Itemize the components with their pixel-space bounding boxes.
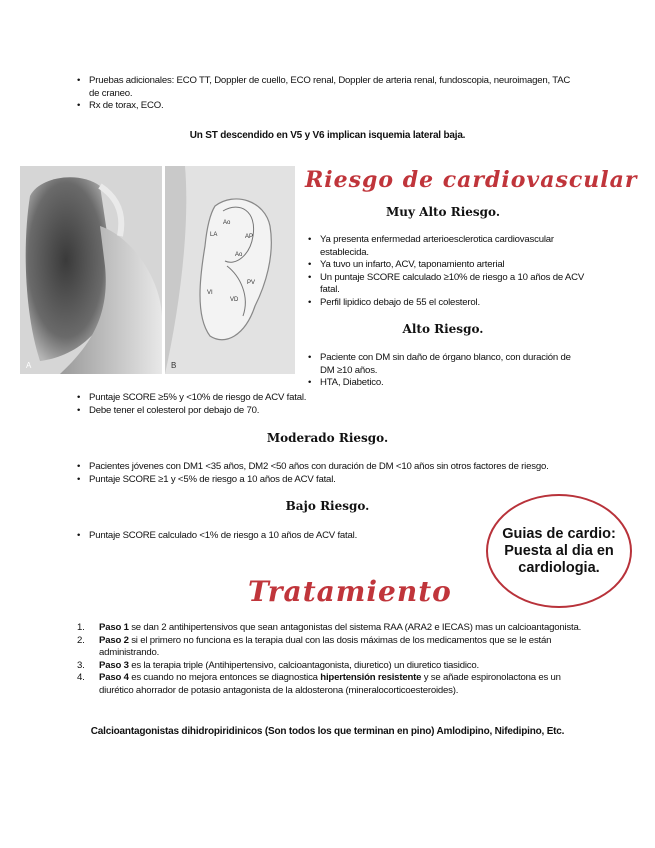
footer-note: Calcioantagonistas dihidropiridinicos (Son todos los que terminan en pino) Amlodipino, Nifedipino, Etc. [90,726,565,737]
list-item: 4. Paso 4 es cuando no mejora entonces se diagnostica hipertensión resistente y se añade espironolactona es un diurético ahorrador de potasio antagonista de la aldosterona (mineralocorticoesteroides). [77,672,561,696]
cardiac-diagram-image [165,166,295,374]
list-item: • Paciente con DM sin daño de órgano blanco, con duración de DM ≥10 años. [308,352,586,377]
st-note: Un ST descendido en V5 y V6 implican isquemia lateral baja. [189,130,466,141]
muy-alto-list [308,234,586,309]
alto-list [308,352,586,390]
list-item: 2. Paso 2 si el primero no funciona es la terapia dual con las dosis máximas de los medicamentos que se le están administrando. [77,634,552,658]
badge-line: cardiologia. [518,559,600,576]
source-badge [486,494,632,608]
badge-line: Puesta al dia en [504,542,614,559]
bajo-heading: Bajo Riesgo. [285,499,370,513]
additional-tests-list [77,75,577,113]
muy-alto-heading: Muy Alto Riesgo. [385,205,501,219]
list-item: • Perfil lipidico debajo de 55 el colesterol. [308,297,586,310]
panel-a-label: A [26,361,32,370]
list-item: • Pacientes jóvenes con DM1 <35 años, DM2 <50 años con duración de DM <10 años sin otros factores de riesgo. [77,461,597,474]
list-item: • Puntaje SCORE calculado <1% de riesgo a 10 años de ACV fatal. [77,530,457,543]
diagram-label: PV [247,280,256,286]
chest-xray-image [20,166,162,374]
panel-b-label: B [171,361,177,370]
diagram-label: AP [245,234,254,240]
list-item: • Ya tuvo un infarto, ACV, taponamiento arterial [308,259,586,272]
diagram-label: Ao [235,252,243,258]
moderado-list [77,461,597,486]
alto-extra-list [77,392,477,417]
list-item: • Puntaje SCORE ≥1 y <5% de riesgo a 10 años de ACV fatal. [77,474,597,487]
list-item: 1. Paso 1 se dan 2 antihipertensivos que sean antagonistas del sistema RAA (ARA2 e IECAS) mas un calcioantagonista. [77,622,582,633]
diagram-label: Ao [223,220,231,226]
list-item: • Rx de torax, ECO. [77,100,577,113]
diagram-label: VI [207,290,213,296]
risk-title: Riesgo de cardiovascular [305,167,638,193]
moderado-heading: Moderado Riesgo. [266,431,389,445]
list-item: • HTA, Diabetico. [308,377,586,390]
diagram-label: LA [210,232,218,238]
badge-line: Guias de cardio: [502,525,616,542]
list-item: • Pruebas adicionales: ECO TT, Doppler de cuello, ECO renal, Doppler de arteria renal, fundoscopia, neuroimagen, TAC de craneo. [77,75,577,100]
list-item: • Puntaje SCORE ≥5% y <10% de riesgo de ACV fatal. [77,392,477,405]
diagram-label: VD [230,297,239,303]
list-item: • Un puntaje SCORE calculado ≥10% de riesgo a 10 años de ACV fatal. [308,272,586,297]
list-item: 3. Paso 3 es la terapia triple (Antihipertensivo, calcioantagonista, diuretico) un diuretico tiasidico. [77,659,479,671]
treatment-title: Tratamiento [248,575,452,608]
list-item: • Debe tener el colesterol por debajo de 70. [77,405,477,418]
list-item: • Ya presenta enfermedad arterioesclerotica cardiovascular establecida. [308,234,586,259]
bajo-list [77,530,457,543]
alto-heading: Alto Riesgo. [402,322,484,336]
treatment-steps [77,622,582,697]
